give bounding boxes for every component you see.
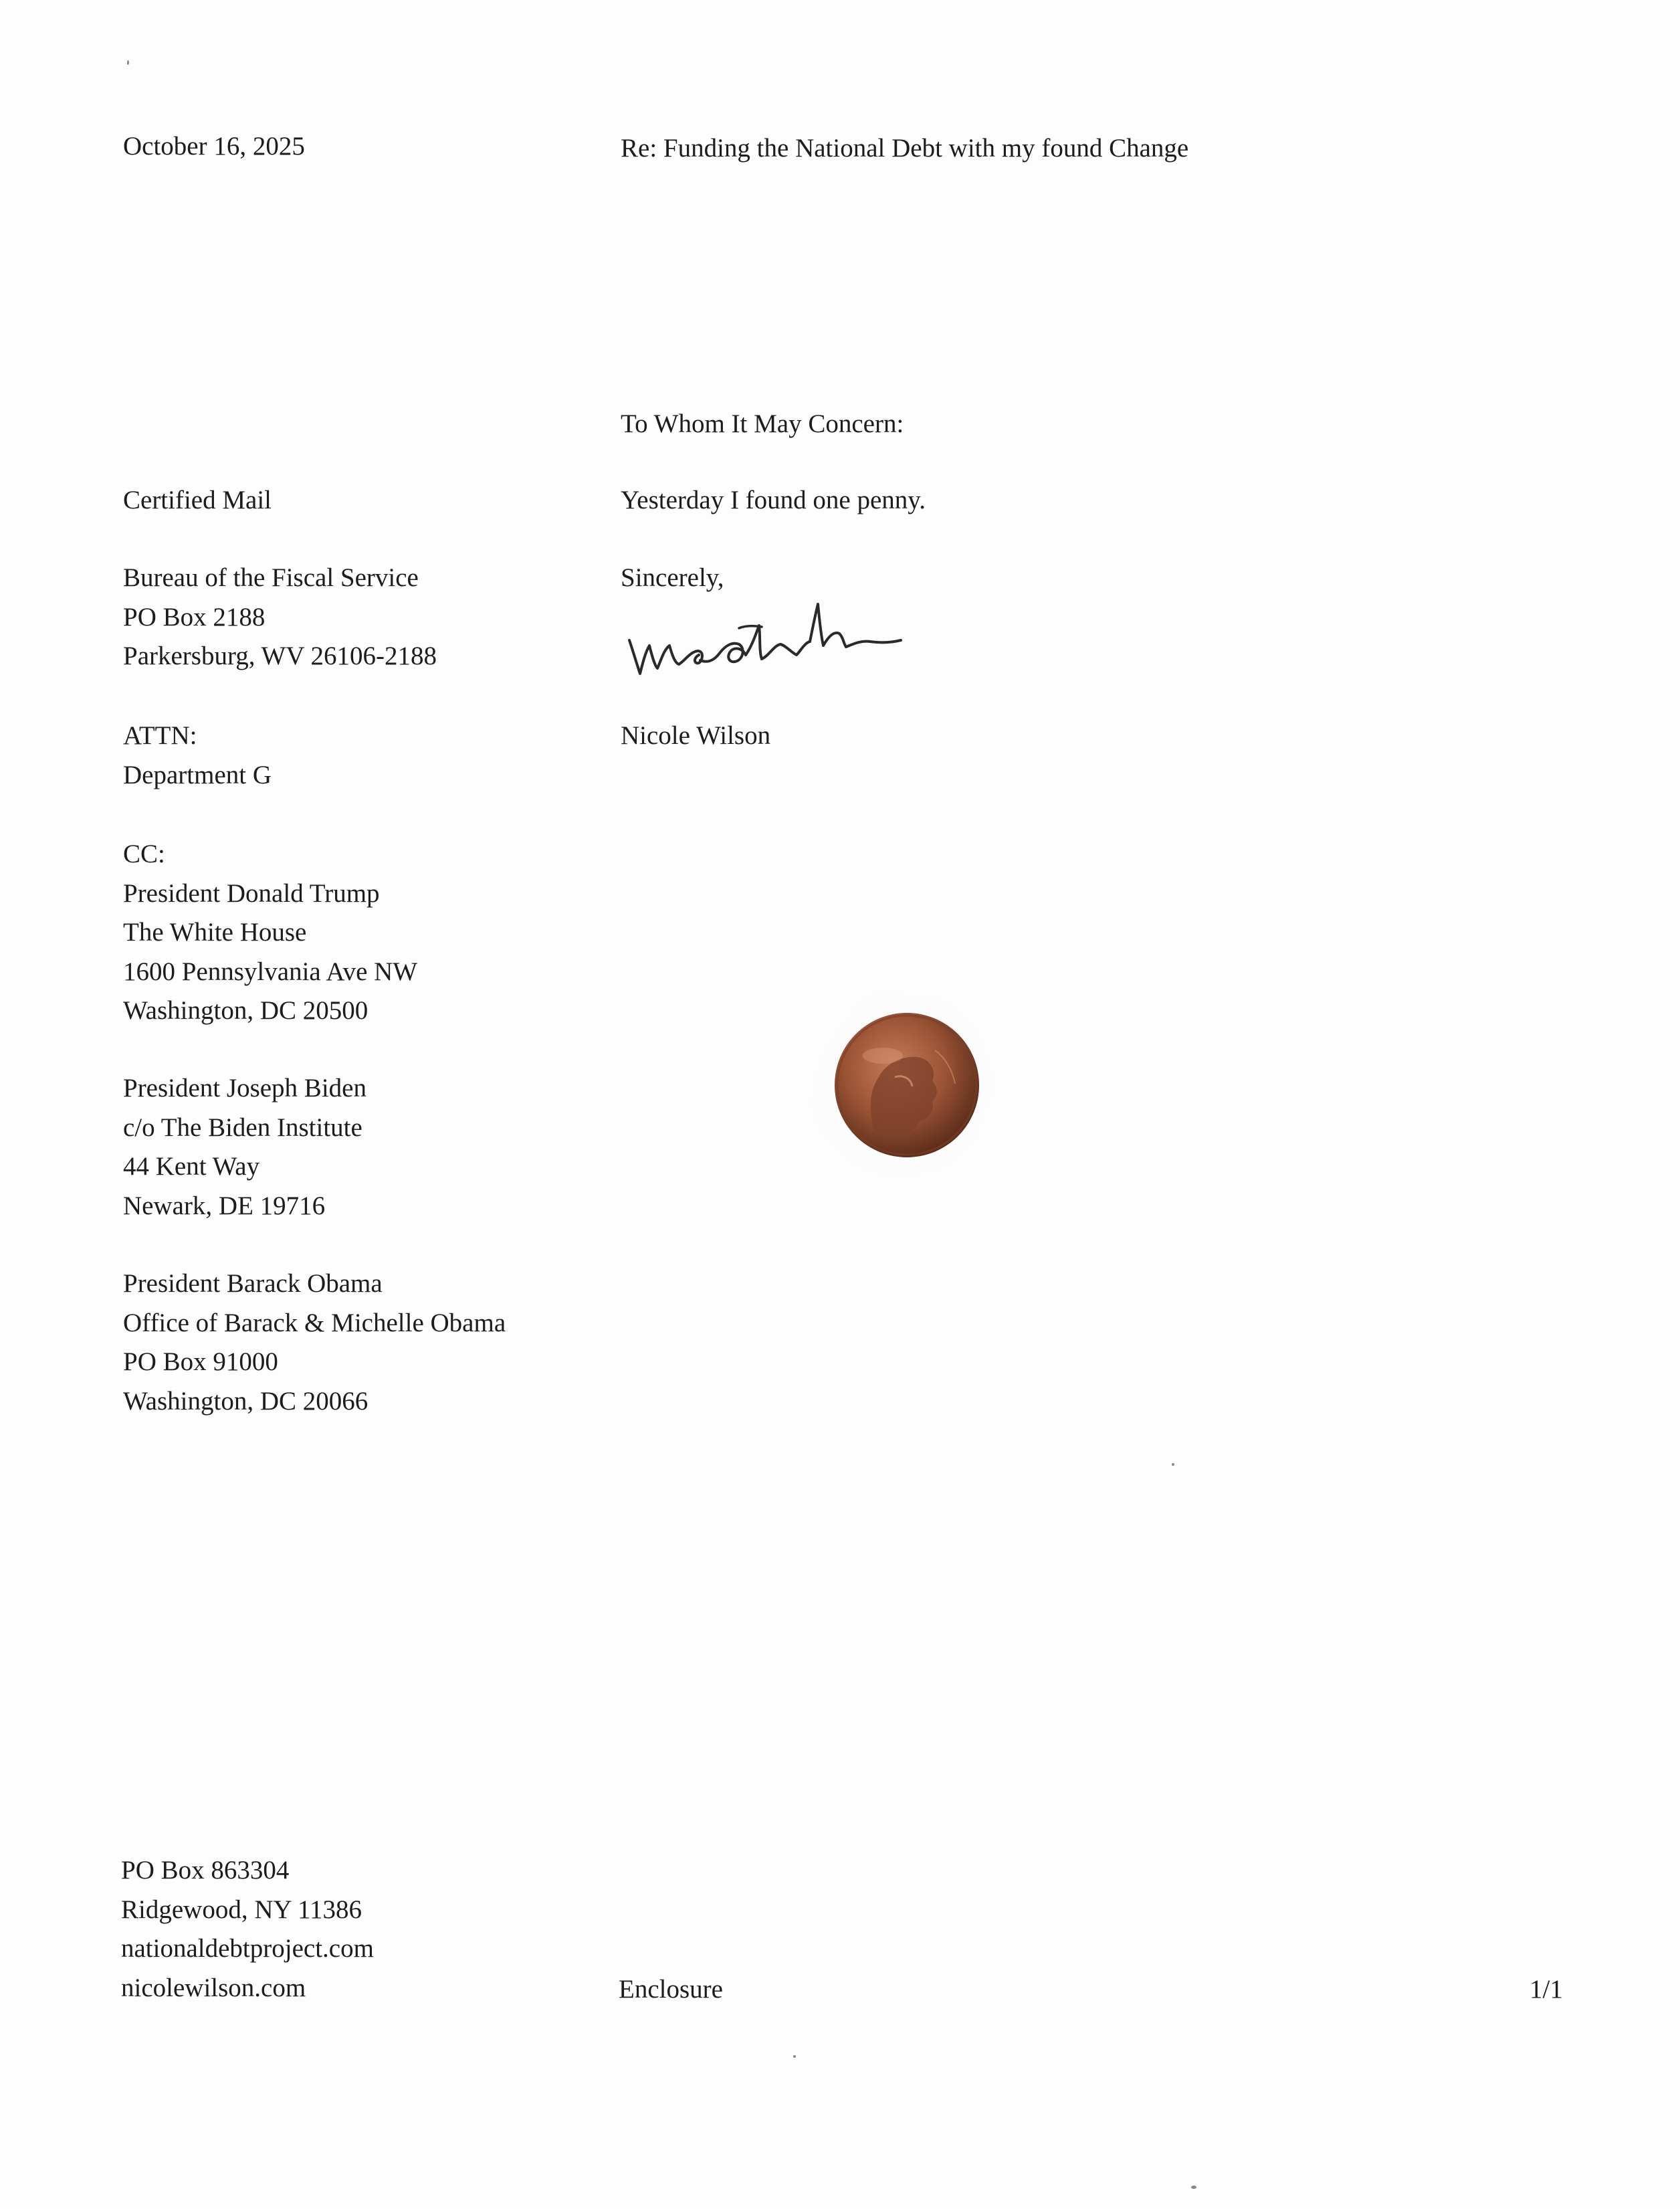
cc-recipient <box>123 1264 506 1421</box>
attn-label: ATTN: <box>123 721 197 750</box>
sender-address <box>121 1851 374 2008</box>
sender-website: nicolewilson.com <box>121 1973 306 2002</box>
page-number: 1/1 <box>1530 1975 1563 2004</box>
address-line: President Donald Trump <box>123 878 380 908</box>
sender-line: PO Box 863304 <box>121 1856 290 1885</box>
cc-block <box>123 835 417 1031</box>
penny-coin-icon <box>795 977 1009 1191</box>
scan-speck <box>1172 1463 1174 1466</box>
address-line: Washington, DC 20500 <box>123 996 369 1025</box>
sender-website: nationaldebtproject.com <box>121 1934 374 1963</box>
scan-speck <box>127 60 129 65</box>
address-line: Office of Barack & Michelle Obama <box>123 1308 506 1337</box>
letter-date: October 16, 2025 <box>123 132 305 161</box>
address-line: Washington, DC 20066 <box>123 1386 369 1416</box>
address-line: 44 Kent Way <box>123 1152 260 1181</box>
address-line: c/o The Biden Institute <box>123 1113 362 1142</box>
cc-recipient <box>123 1069 366 1226</box>
address-line: Bureau of the Fiscal Service <box>123 563 419 592</box>
mail-type: Certified Mail <box>123 486 272 514</box>
address-line: President Joseph Biden <box>123 1074 366 1102</box>
address-line: Parkersburg, WV 26106-2188 <box>123 642 437 670</box>
enclosure-note: Enclosure <box>619 1975 723 2004</box>
address-line: The White House <box>123 918 307 947</box>
signer-name: Nicole Wilson <box>621 721 771 750</box>
address-line: PO Box 91000 <box>123 1347 278 1376</box>
address-line: Newark, DE 19716 <box>123 1191 326 1220</box>
closing: Sincerely, <box>621 563 724 592</box>
signature <box>625 599 946 699</box>
scan-speck <box>1191 2186 1196 2189</box>
address-line: 1600 Pennsylvania Ave NW <box>123 957 418 986</box>
letter-subject: Re: Funding the National Debt with my found Change <box>621 134 1189 163</box>
address-line: PO Box 2188 <box>123 602 266 632</box>
recipient-address <box>123 559 437 676</box>
address-line: President Barack Obama <box>123 1269 383 1298</box>
attn-department: Department G <box>123 760 272 789</box>
scan-speck <box>793 2055 796 2058</box>
sender-line: Ridgewood, NY 11386 <box>121 1895 362 1924</box>
attention-block <box>123 716 272 795</box>
cc-label: CC: <box>123 840 165 868</box>
letter-body: Yesterday I found one penny. <box>621 486 926 514</box>
salutation: To Whom It May Concern: <box>621 409 904 438</box>
